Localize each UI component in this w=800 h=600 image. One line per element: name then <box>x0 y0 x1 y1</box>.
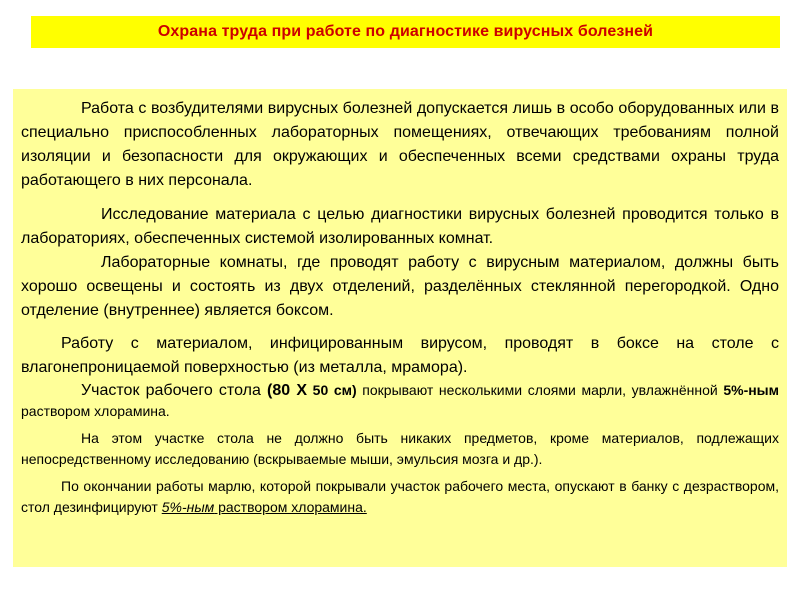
paragraph-text: По окончании работы марлю, которой покрывали участок рабочего места, опускают в банку с дезраствором, стол дезинфицируют <box>21 478 779 515</box>
paragraph-box-table <box>21 332 779 380</box>
slide-title-bar <box>31 16 780 48</box>
table-size-times: Х <box>296 382 308 399</box>
chloramine-percent-underlined: 5%-ным <box>161 499 215 515</box>
paragraph-text: Работа с возбудителями вирусных болезней допускается лишь в особо оборудованных или в специально приспособленных лабораторных помещениях, отвечающих требованиям полной изоляции и безопасности для окружающих и обеспеченных всеми средствами охраны труда работающего в них персонала. <box>21 100 779 189</box>
paragraph-text: Исследование материала с целью диагностики вирусных болезней проводится только в лабораториях, обеспеченных системой изолированных комнат. <box>21 206 779 247</box>
paragraph-gauze-cover <box>21 380 779 422</box>
paragraph-text: покрывают несколькими слоями марли, увлажнённой <box>356 382 724 398</box>
paragraph-text: На этом участке стола не должно быть никаких предметов, кроме материалов, подлежащих непосредственному исследованию (вскрываемые мыши, эмульсия мозга и др.). <box>21 430 779 467</box>
chloramine-solution-underlined: раствором хлорамина. <box>214 499 367 515</box>
spacer <box>21 323 779 332</box>
paragraph-no-objects <box>21 428 779 470</box>
paragraph-isolated-rooms <box>21 203 779 251</box>
paragraph-text: Работу с материалом, инфицированным вирусом, проводят в боксе на столе с влагонепроницаемой поверхностью (из металла, мрамора). <box>21 335 779 376</box>
table-size-open: (80 <box>267 382 297 399</box>
paragraph-two-compartments <box>21 251 779 323</box>
slide-title: Охрана труда при работе по диагностике вирусных болезней <box>157 23 654 40</box>
paragraph-text: Лабораторные комнаты, где проводят работу с вирусным материалом, должны быть хорошо освещены и состоять из двух отделений, разделённых стеклянной перегородкой. Одно отделение (внутреннее) является боксом. <box>21 254 779 319</box>
paragraph-disinfection <box>21 476 779 518</box>
chloramine-percent: 5%-ным <box>723 382 779 398</box>
spacer <box>21 193 779 203</box>
content-box <box>13 89 787 567</box>
table-size-value: 50 см) <box>307 382 357 398</box>
paragraph-text: Участок рабочего стола <box>81 382 268 399</box>
paragraph-lab-rooms-requirements <box>21 97 779 193</box>
paragraph-text: раствором хлорамина. <box>21 403 170 419</box>
